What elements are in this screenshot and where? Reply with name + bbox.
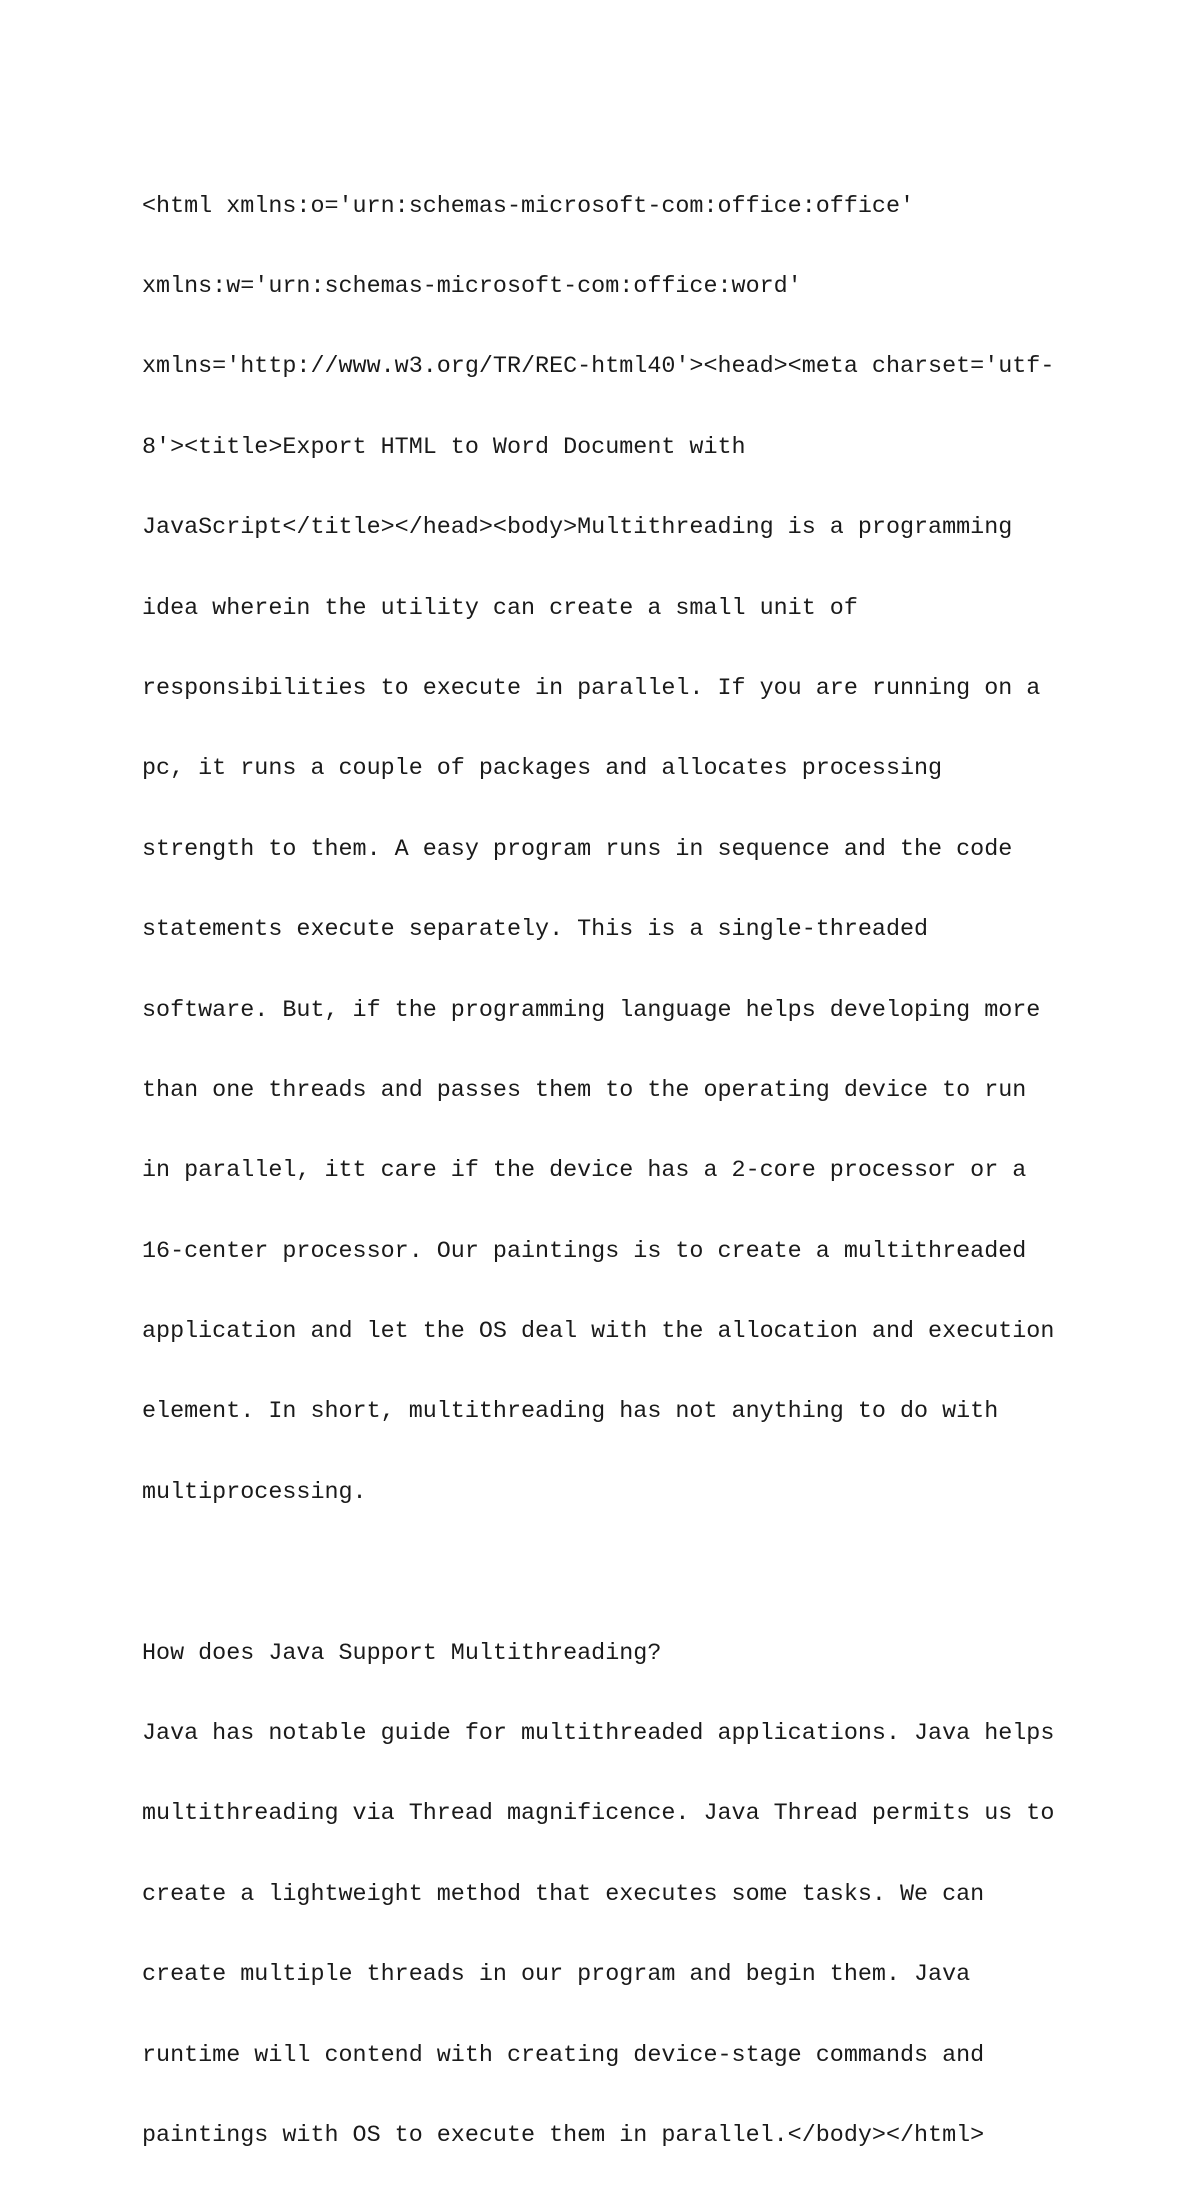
text-line: idea wherein the utility can create a small unit of <box>142 595 858 622</box>
text-line: pc, it runs a couple of packages and allocates processing <box>142 756 943 783</box>
section-heading: How does Java Support Multithreading? <box>142 1640 662 1667</box>
text-line: create a lightweight method that executes some tasks. We can <box>142 1881 985 1908</box>
text-line: application and let the OS deal with the allocation and execution <box>142 1319 1055 1346</box>
text-line: statements execute separately. This is a single-threaded <box>142 917 929 944</box>
text-line: software. But, if the programming language helps developing more <box>142 997 1041 1024</box>
text-line: xmlns='http://www.w3.org/TR/REC-html40'><head><meta charset='utf- <box>142 354 1055 381</box>
text-line: in parallel, itt care if the device has a 2-core processor or a <box>142 1158 1027 1185</box>
document-text <box>142 140 1082 2203</box>
blank-line <box>142 1560 1082 1587</box>
text-line: xmlns:w='urn:schemas-microsoft-com:office:word' <box>142 273 802 300</box>
text-line: create multiple threads in our program and begin them. Java <box>142 1962 971 1989</box>
text-line: than one threads and passes them to the operating device to run <box>142 1077 1027 1104</box>
text-line: strength to them. A easy program runs in sequence and the code <box>142 836 1013 863</box>
text-line: multithreading via Thread magnificence. Java Thread permits us to <box>142 1801 1055 1828</box>
text-line: 16-center processor. Our paintings is to create a multithreaded <box>142 1238 1027 1265</box>
text-line: responsibilities to execute in parallel. If you are running on a <box>142 675 1041 702</box>
text-line: runtime will contend with creating device-stage commands and <box>142 2042 985 2069</box>
text-line: <html xmlns:o='urn:schemas-microsoft-com:office:office' <box>142 193 915 220</box>
text-line: multiprocessing. <box>142 1479 367 1506</box>
text-line: JavaScript</title></head><body>Multithreading is a programming <box>142 515 1013 542</box>
text-line: element. In short, multithreading has not anything to do with <box>142 1399 999 1426</box>
text-line: paintings with OS to execute them in parallel.</body></html> <box>142 2122 985 2149</box>
text-line: Java has notable guide for multithreaded applications. Java helps <box>142 1721 1055 1748</box>
text-line: 8'><title>Export HTML to Word Document with <box>142 434 746 461</box>
